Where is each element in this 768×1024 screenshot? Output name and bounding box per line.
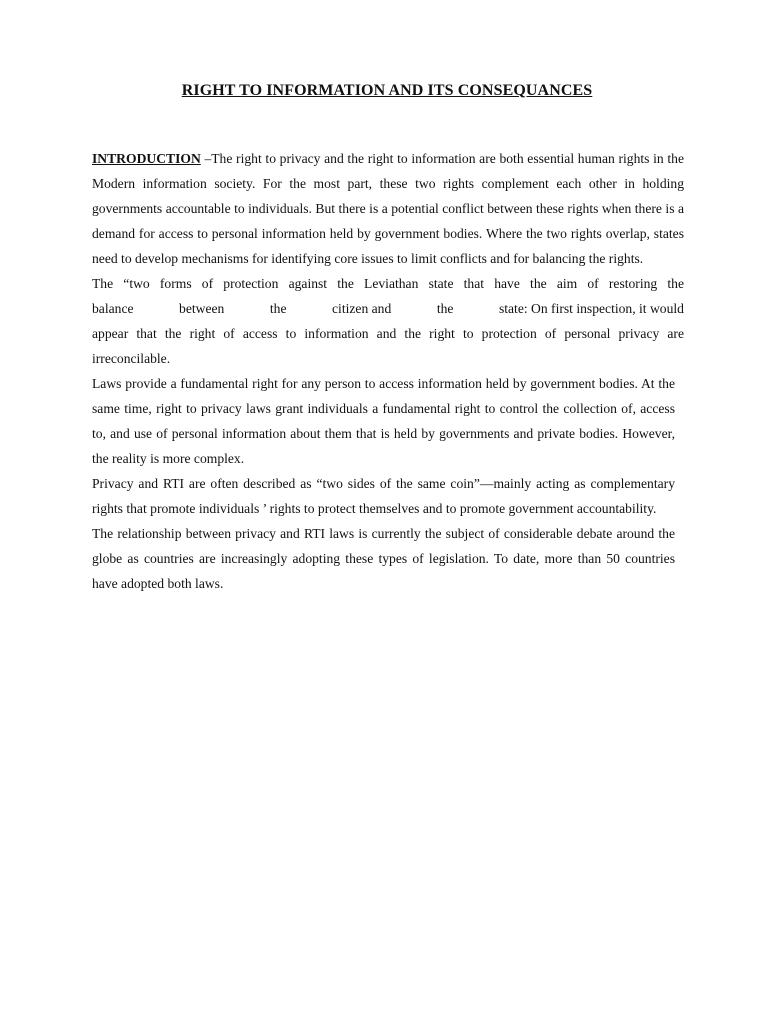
paragraph-leviathan [92, 271, 684, 371]
leviathan-word: the [436, 301, 454, 316]
leviathan-word: balance [92, 301, 134, 316]
paragraph-introduction [92, 146, 684, 271]
leviathan-line-1: The “two forms of protection against the Leviathan state that have the aim of restoring the [92, 276, 684, 291]
leviathan-line-3: appear that the right of access to information and the right to protection of personal privacy are irreconcilable. [92, 326, 684, 366]
leviathan-word: between [179, 301, 225, 316]
leviathan-word: state: On first inspection, it would [498, 301, 684, 316]
introduction-text: –The right to privacy and the right to information are both essential human rights in the Modern information society. For the most part, these two rights complement each other in holding governments accountable to individuals. But there is a potential conflict between these rights when there is a demand for access to personal information held by government bodies. Where the two rights overlap, states need to develop mechanisms for identifying core issues to limit conflicts and for balancing the rights. [92, 151, 684, 266]
introduction-heading: INTRODUCTION [92, 151, 201, 166]
paragraph-coin: Privacy and RTI are often described as “two sides of the same coin”—mainly acting as complementary rights that promote individuals ’ rights to protect themselves and to promote government accountability. [92, 476, 675, 516]
paragraph-laws: Laws provide a fundamental right for any person to access information held by government bodies. At the same time, right to privacy laws grant individuals a fundamental right to control the collection of, access to, and use of personal information about them that is held by governments and private bodies. However, the reality is more complex. [92, 376, 675, 466]
document-title: RIGHT TO INFORMATION AND ITS CONSEQUANCES [181, 82, 593, 99]
leviathan-line-2 [92, 296, 684, 321]
document-body [92, 146, 684, 596]
leviathan-word: the [269, 301, 287, 316]
leviathan-word: citizen and [332, 301, 392, 316]
paragraph-debate: The relationship between privacy and RTI laws is currently the subject of considerable debate around the globe as countries are increasingly adopting these types of legislation. To date, more than 50 countries have adopted both laws. [92, 526, 675, 591]
